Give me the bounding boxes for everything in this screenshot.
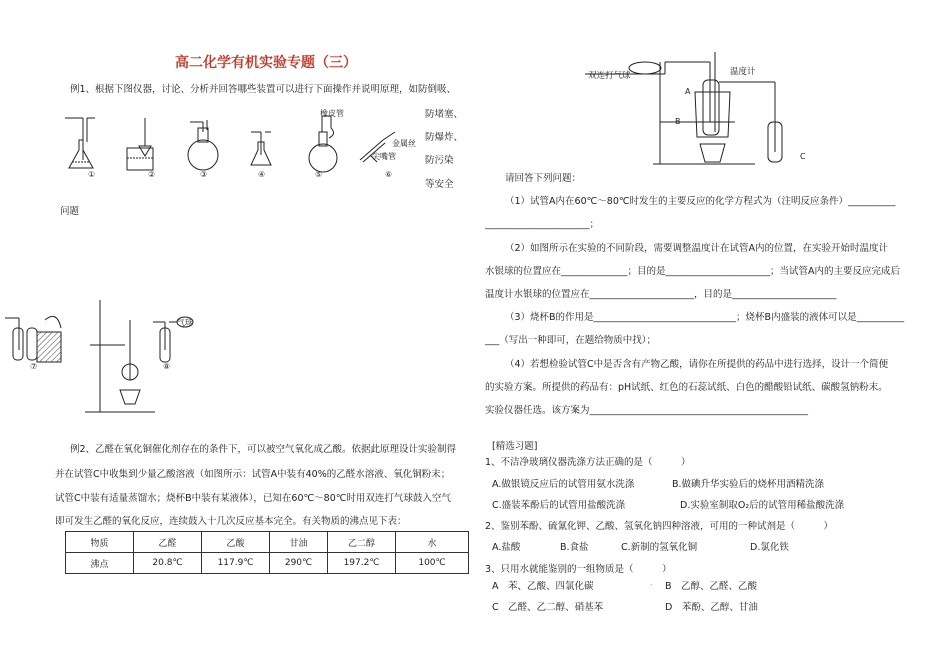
page-title: 高二化学有机实验专题（三） xyxy=(175,55,357,71)
table-header-row xyxy=(66,532,469,553)
ex2-line3: 试管C中装有适量蒸馏水；烧杯B中装有某液体），已知在60℃～80℃时用双连打气球鼓入空气 xyxy=(55,493,451,504)
practice-q1: 1、不洁净玻璃仪器洗涤方法正确的是（ ） xyxy=(485,457,691,468)
practice-q2: 2、鉴别苯酚、硫氰化钾、乙酸、氢氧化钠四种溶液，可用的一种试剂是（ ） xyxy=(485,521,834,532)
practice-q3-option-b: B 乙醇、乙醛、乙酸 xyxy=(665,581,758,592)
table-cell: 沸点 xyxy=(66,553,134,574)
label-1: ① xyxy=(88,170,96,179)
label-B: B xyxy=(675,117,681,126)
question-2c: 温度计水银球的位置应在______________________，目的是______________________ xyxy=(485,289,837,300)
table-row xyxy=(66,553,469,574)
apparatus-row2-figure xyxy=(5,300,205,420)
practice-q3-option-a: A 苯、乙酸、四氯化碳 xyxy=(492,581,594,592)
question-4a: （4）若想检验试管C中是否含有产物乙酸，请你在所提供的药品中进行选择，设计一个简便 xyxy=(505,359,889,370)
ex2-line4: 即可发生乙醛的氧化反应，连续鼓入十几次反应基本完全。有关物质的沸点见下表： xyxy=(55,516,407,527)
questions-intro: 请回答下列问题： xyxy=(505,173,582,184)
label-A: A xyxy=(685,87,691,96)
table-cell: 117.9℃ xyxy=(202,553,270,574)
practice-q1-option-a: A.做银镜反应后的试管用氨水洗涤 xyxy=(492,479,635,490)
label-2: ② xyxy=(148,170,156,179)
ex2-line1: 例2、乙醛在氧化铜催化剂存在的条件下，可以被空气氧化成乙酸。依据此原理设计实验制得 xyxy=(70,444,457,455)
practice-q2-option-d: D.氯化铁 xyxy=(750,542,789,553)
ex1-line1: 例1、根据下图仪器，讨论、分析并回答哪些装置可以进行下面操作并说明原理，如防倒吸、 xyxy=(70,84,457,95)
table-cell: 乙醛 xyxy=(134,532,202,553)
ex1-side-4: 等安全 xyxy=(425,179,454,190)
apparatus-row1-figure xyxy=(65,110,425,190)
practice-q3-option-d: D 苯酚、乙醇、甘油 xyxy=(665,602,758,613)
label-wire: 金属丝 xyxy=(392,139,416,148)
question-2a: （2）如图所示在实验的不同阶段，需要调整温度计在试管A内的位置，在实验开始时温度计 xyxy=(505,243,889,254)
table-cell: 100℃ xyxy=(396,553,469,574)
label-5: ⑤ xyxy=(315,170,323,179)
label-C: C xyxy=(800,152,806,161)
table-cell: 乙二醇 xyxy=(328,532,396,553)
practice-q1-option-c: C.盛装苯酚后的试管用盐酸洗涤 xyxy=(492,500,626,511)
question-3b: ___（写出一种即可，在题给物质中找）； xyxy=(485,335,657,346)
table-cell: 水 xyxy=(396,532,469,553)
practice-q2-option-a: A.盐酸 xyxy=(492,542,521,553)
practice-header: [精选习题] xyxy=(492,441,538,452)
table-cell: 290℃ xyxy=(270,553,328,574)
label-6: ⑥ xyxy=(385,170,393,179)
table-cell: 20.8℃ xyxy=(134,553,202,574)
practice-q1-option-b: B.做碘升华实验后的烧杯用酒精洗涤 xyxy=(672,479,825,490)
label-8: ⑧ xyxy=(163,362,171,371)
ex1-side-1: 防堵塞、 xyxy=(425,109,464,120)
label-balloon: 气球 xyxy=(177,318,193,327)
ex2-line2: 并在试管C中收集到少量乙酸溶液（如图所示：试管A中装有40%的乙醛水溶液、氧化铜粉末； xyxy=(55,469,451,480)
table-cell: 197.2℃ xyxy=(328,553,396,574)
question-4c: 实验仪器任选。该方案为______________________________________________ xyxy=(485,405,809,416)
table-cell: 乙酸 xyxy=(202,532,270,553)
table-cell: 甘油 xyxy=(270,532,328,553)
label-3: ③ xyxy=(200,170,208,179)
label-thermometer: 温度计 xyxy=(730,67,756,77)
question-3a: （3）烧杯B的作用是______________________________；烧杯B内盛装的液体可以是__________ xyxy=(505,312,905,323)
label-tip-tube: 尖嘴管 xyxy=(372,152,396,161)
label-rubber-tube: 橡皮管 xyxy=(320,109,344,118)
practice-q1-option-d: D.实验室制取O₂后的试管用稀盐酸洗涤 xyxy=(680,500,845,511)
ex1-cont: 问题 xyxy=(60,206,80,217)
ex1-side-2: 防爆炸、 xyxy=(425,132,464,143)
question-1: （1）试管A内在60℃～80℃时发生的主要反应的化学方程式为（注明反应条件）__________ xyxy=(505,196,896,207)
practice-q3-option-c: C 乙醛、乙二醇、硝基苯 xyxy=(492,602,604,613)
label-7: ⑦ xyxy=(30,362,38,371)
question-2b: 水银球的位置应在______________；目的是______________________；当试管A内的主要反应完成后 xyxy=(485,266,900,277)
label-4: ④ xyxy=(258,170,266,179)
practice-q2-option-c: C.新制的氢氧化铜 xyxy=(621,542,698,553)
question-1-cont: ______________________； xyxy=(485,219,600,230)
question-4b: 的实验方案。所提供的药品有：pH试纸、红色的石蕊试纸、白色的醋酸铅试纸、碳酸氢钠粉末。 xyxy=(485,382,888,393)
ex1-side-3: 防污染 xyxy=(425,155,454,166)
practice-q3: 3、只用水就能鉴别的一组物质是（ ） xyxy=(485,564,672,575)
practice-q2-option-b: B.食盐 xyxy=(560,542,589,553)
boiling-point-table xyxy=(65,531,469,574)
label-pump: 双连打气球 xyxy=(588,71,631,81)
mark-dot: . xyxy=(650,578,653,587)
table-cell: 物质 xyxy=(66,532,134,553)
